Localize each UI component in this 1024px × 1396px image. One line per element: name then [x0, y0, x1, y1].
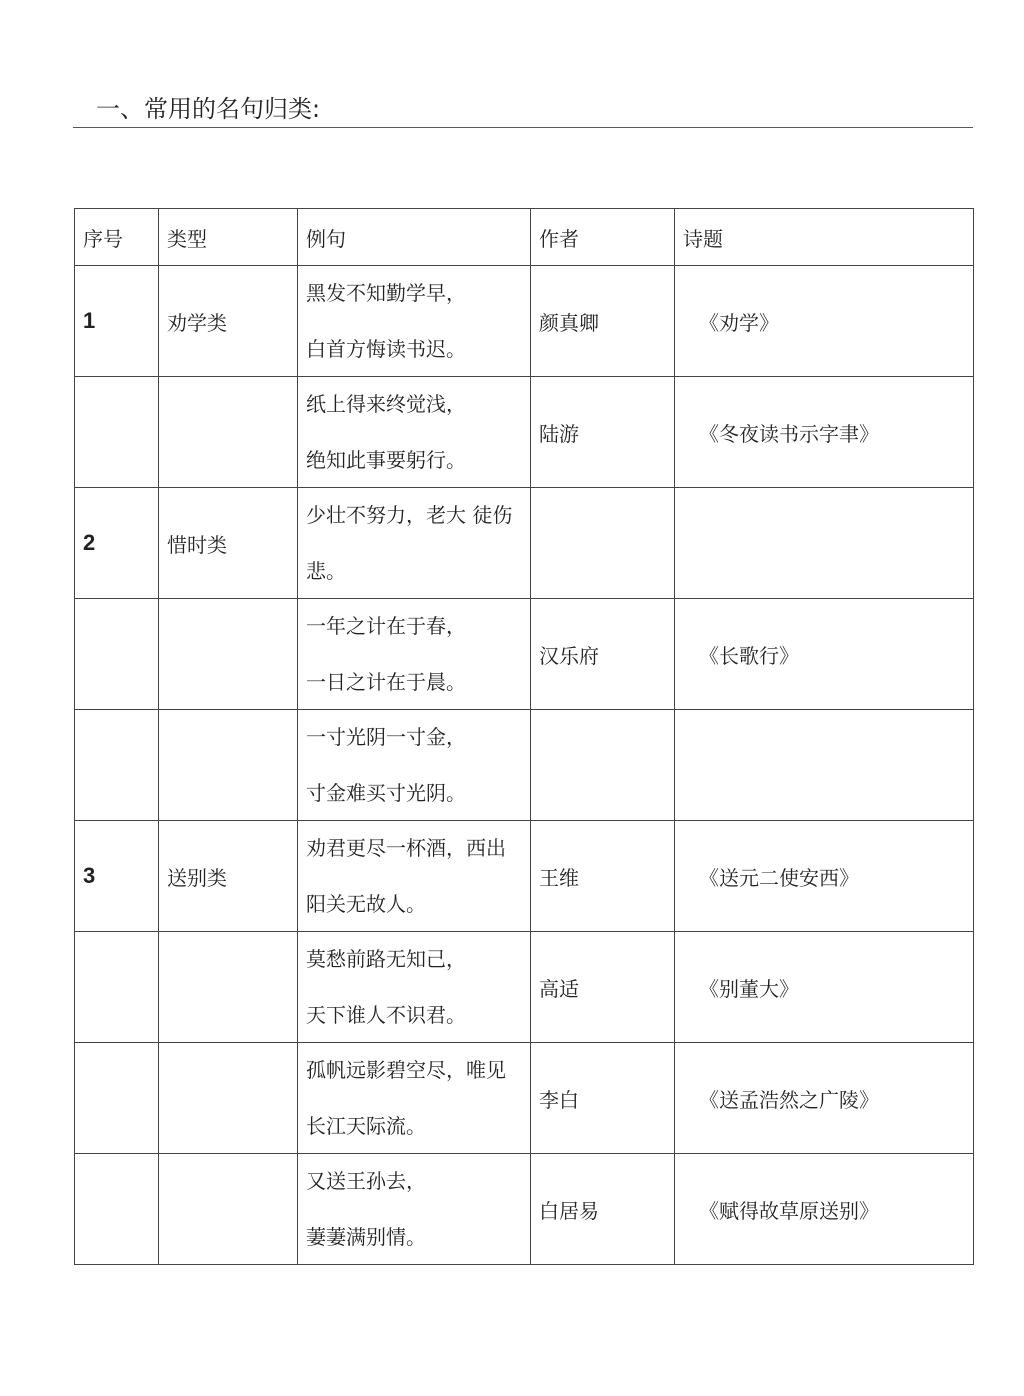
row-type: [159, 599, 298, 710]
header-author: 作者: [531, 209, 675, 266]
example-line-1: 莫愁前路无知己，: [306, 947, 466, 971]
row-type: 劝学类: [159, 266, 298, 377]
table-row: [75, 932, 974, 1043]
header-title: 诗题: [675, 209, 974, 266]
example-line-1: 黑发不知勤学早，: [306, 281, 466, 305]
row-example: [298, 710, 531, 821]
header-example: 例句: [298, 209, 531, 266]
example-line-1: 一年之计在于春，: [306, 614, 466, 638]
row-num: [75, 932, 159, 1043]
row-title: 《劝学》: [675, 266, 974, 377]
row-example: [298, 599, 531, 710]
row-num: [75, 1043, 159, 1154]
row-title: 《赋得故草原送别》: [675, 1154, 974, 1265]
row-author: [531, 488, 675, 599]
row-type: [159, 710, 298, 821]
row-author: [531, 710, 675, 821]
row-type: 惜时类: [159, 488, 298, 599]
table-row: [75, 821, 974, 932]
row-title: [675, 488, 974, 599]
quotes-table: [74, 208, 974, 1265]
table-row: [75, 266, 974, 377]
table-row: [75, 710, 974, 821]
row-num: [75, 377, 159, 488]
row-author: 汉乐府: [531, 599, 675, 710]
example-line-1: 纸上得来终觉浅，: [306, 392, 466, 416]
example-line-1: 劝君更尽一杯酒，西出: [306, 836, 506, 860]
row-title: [675, 710, 974, 821]
row-author: 颜真卿: [531, 266, 675, 377]
example-line-2: 悲。: [306, 559, 346, 583]
row-num: [75, 599, 159, 710]
example-line-2: 萋萋满别情。: [306, 1225, 426, 1249]
row-title: 《送孟浩然之广陵》: [675, 1043, 974, 1154]
example-line-2: 阳关无故人。: [306, 892, 426, 916]
row-example: [298, 377, 531, 488]
row-example: [298, 266, 531, 377]
row-author: 白居易: [531, 1154, 675, 1265]
example-line-2: 天下谁人不识君。: [306, 1003, 466, 1027]
table-row: [75, 599, 974, 710]
row-example: [298, 821, 531, 932]
row-num: [75, 710, 159, 821]
example-line-2: 寸金难买寸光阴。: [306, 781, 466, 805]
row-title: 《别董大》: [675, 932, 974, 1043]
example-line-1: 又送王孙去，: [306, 1169, 426, 1193]
example-line-2: 绝知此事要躬行。: [306, 448, 466, 472]
row-title: 《冬夜读书示字聿》: [675, 377, 974, 488]
header-type: 类型: [159, 209, 298, 266]
row-title: 《送元二使安西》: [675, 821, 974, 932]
row-num: [75, 1154, 159, 1265]
section-heading: 一、常用的名句归类:: [96, 95, 321, 123]
row-author: 陆游: [531, 377, 675, 488]
row-type: [159, 932, 298, 1043]
row-example: [298, 488, 531, 599]
row-example: [298, 1154, 531, 1265]
row-num: 1: [75, 266, 159, 377]
table-row: [75, 1043, 974, 1154]
table-header-row: [75, 209, 974, 266]
example-line-2: 白首方悔读书迟。: [306, 337, 466, 361]
header-num: 序号: [75, 209, 159, 266]
heading-underline: [73, 127, 973, 128]
row-author: 李白: [531, 1043, 675, 1154]
row-example: [298, 932, 531, 1043]
row-num: 3: [75, 821, 159, 932]
row-type: 送别类: [159, 821, 298, 932]
row-num: 2: [75, 488, 159, 599]
example-line-2: 长江天际流。: [306, 1114, 426, 1138]
row-title: 《长歌行》: [675, 599, 974, 710]
example-line-1: 一寸光阴一寸金，: [306, 725, 466, 749]
example-line-2: 一日之计在于晨。: [306, 670, 466, 694]
row-example: [298, 1043, 531, 1154]
row-author: 王维: [531, 821, 675, 932]
example-line-1: 孤帆远影碧空尽，唯见: [306, 1058, 506, 1082]
row-author: 高适: [531, 932, 675, 1043]
row-type: [159, 1043, 298, 1154]
row-type: [159, 377, 298, 488]
table-row: [75, 377, 974, 488]
table-row: [75, 1154, 974, 1265]
table-row: [75, 488, 974, 599]
row-type: [159, 1154, 298, 1265]
example-line-1: 少壮不努力，老大 徒伤: [306, 503, 513, 527]
